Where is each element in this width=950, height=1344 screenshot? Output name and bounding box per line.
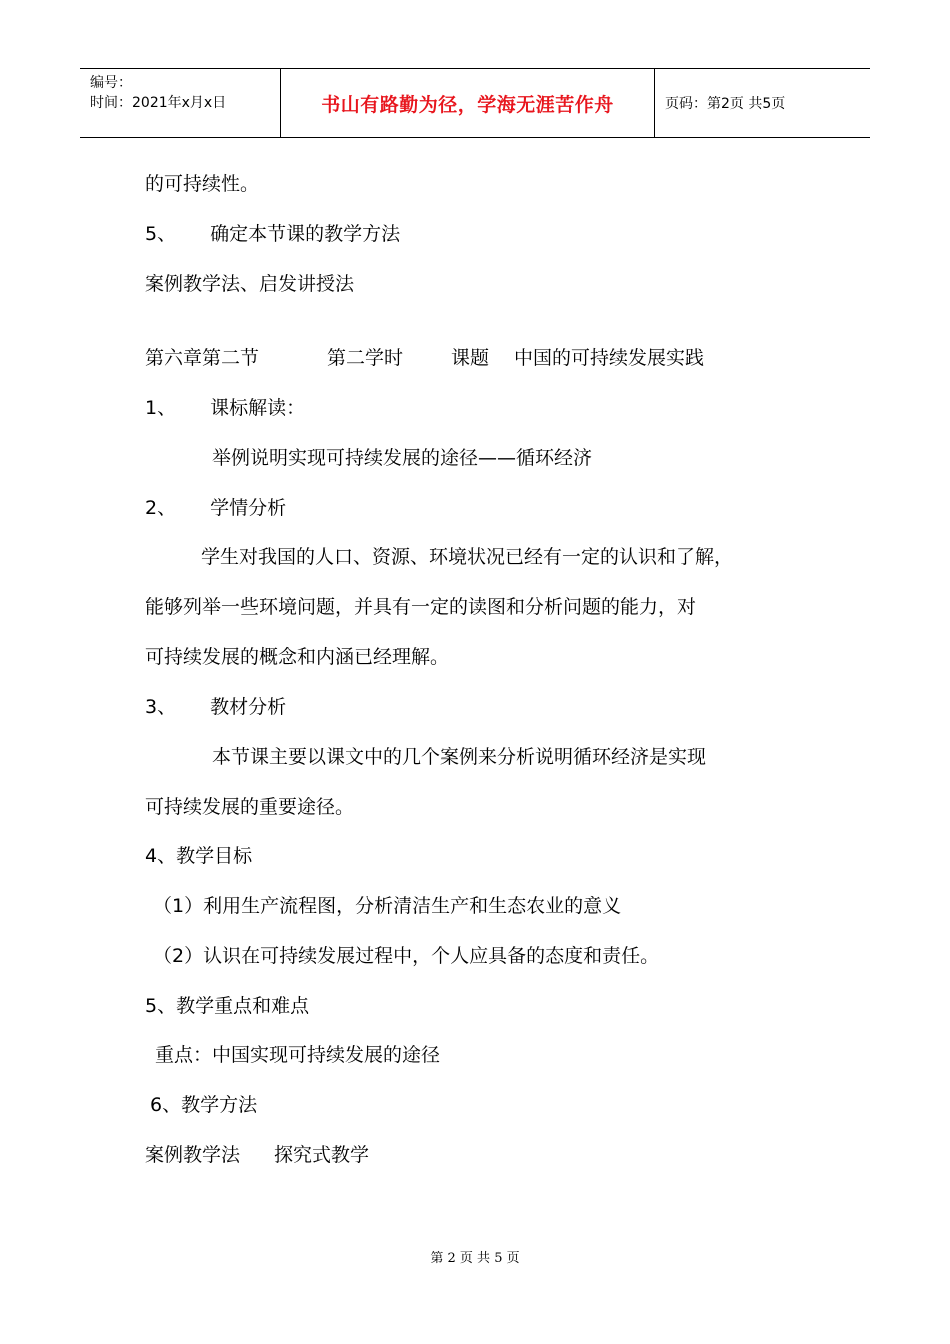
motto-text: 书山有路勤为径，学海无涯苦作舟 (321, 93, 614, 116)
topic-name: 中国的可持续发展实践 (514, 347, 705, 369)
method-two: 探究式教学 (274, 1144, 370, 1166)
section-heading: 6、教学方法 (150, 1094, 258, 1116)
paragraph-line: 本节课主要以课文中的几个案例来分析说明循环经济是实现 (212, 746, 707, 768)
lesson-title-line (145, 346, 704, 370)
header-motto (281, 69, 655, 137)
method-one: 案例教学法 (145, 1144, 241, 1166)
section-heading: 4、教学目标 (145, 845, 253, 867)
paragraph-line: 可持续发展的重要途径。 (145, 796, 355, 818)
section-number: 1、 (145, 397, 177, 419)
chapter-section: 第六章第二节 (145, 347, 260, 369)
section-heading (145, 695, 286, 719)
paragraph-line: 举例说明实现可持续发展的途径——循环经济 (212, 447, 593, 469)
page-header (80, 68, 870, 138)
list-item: （1）利用生产流程图，分析清洁生产和生态农业的意义 (153, 895, 622, 917)
section-heading (145, 496, 286, 520)
lesson-period: 第二学时 (327, 347, 404, 369)
paragraph-line (145, 1143, 369, 1167)
paragraph-line: 能够列举一些环境问题，并具有一定的读图和分析问题的能力，对 (145, 596, 697, 618)
section-title: 学情分析 (210, 497, 287, 519)
section-number: 2、 (145, 497, 177, 519)
paragraph-line: 学生对我国的人口、资源、环境状况已经有一定的认识和了解， (201, 546, 734, 568)
section-number: 5、 (145, 223, 177, 245)
paragraph-line: 案例教学法、启发讲授法 (145, 273, 355, 295)
section-heading (145, 222, 400, 246)
paragraph-line: 可持续发展的概念和内涵已经理解。 (145, 646, 450, 668)
page-footer: 第 2 页 共 5 页 (430, 1251, 520, 1266)
section-heading (145, 396, 305, 420)
header-page-info: 页码：第2页 共5页 (665, 96, 786, 112)
paragraph-line: 重点：中国实现可持续发展的途径 (155, 1044, 441, 1066)
header-meta (80, 69, 281, 137)
number-label: 编号： (90, 75, 132, 91)
paragraph-line: 的可持续性。 (145, 173, 260, 195)
time-label: 时间：2021年x月x日 (90, 95, 227, 111)
section-title: 教材分析 (210, 696, 287, 718)
section-heading: 5、教学重点和难点 (145, 995, 310, 1017)
topic-label: 课题 (451, 347, 490, 369)
section-title: 确定本节课的教学方法 (210, 223, 401, 245)
section-title: 课标解读： (210, 397, 306, 419)
list-item: （2）认识在可持续发展过程中，个人应具备的态度和责任。 (153, 945, 660, 967)
section-number: 3、 (145, 696, 177, 718)
